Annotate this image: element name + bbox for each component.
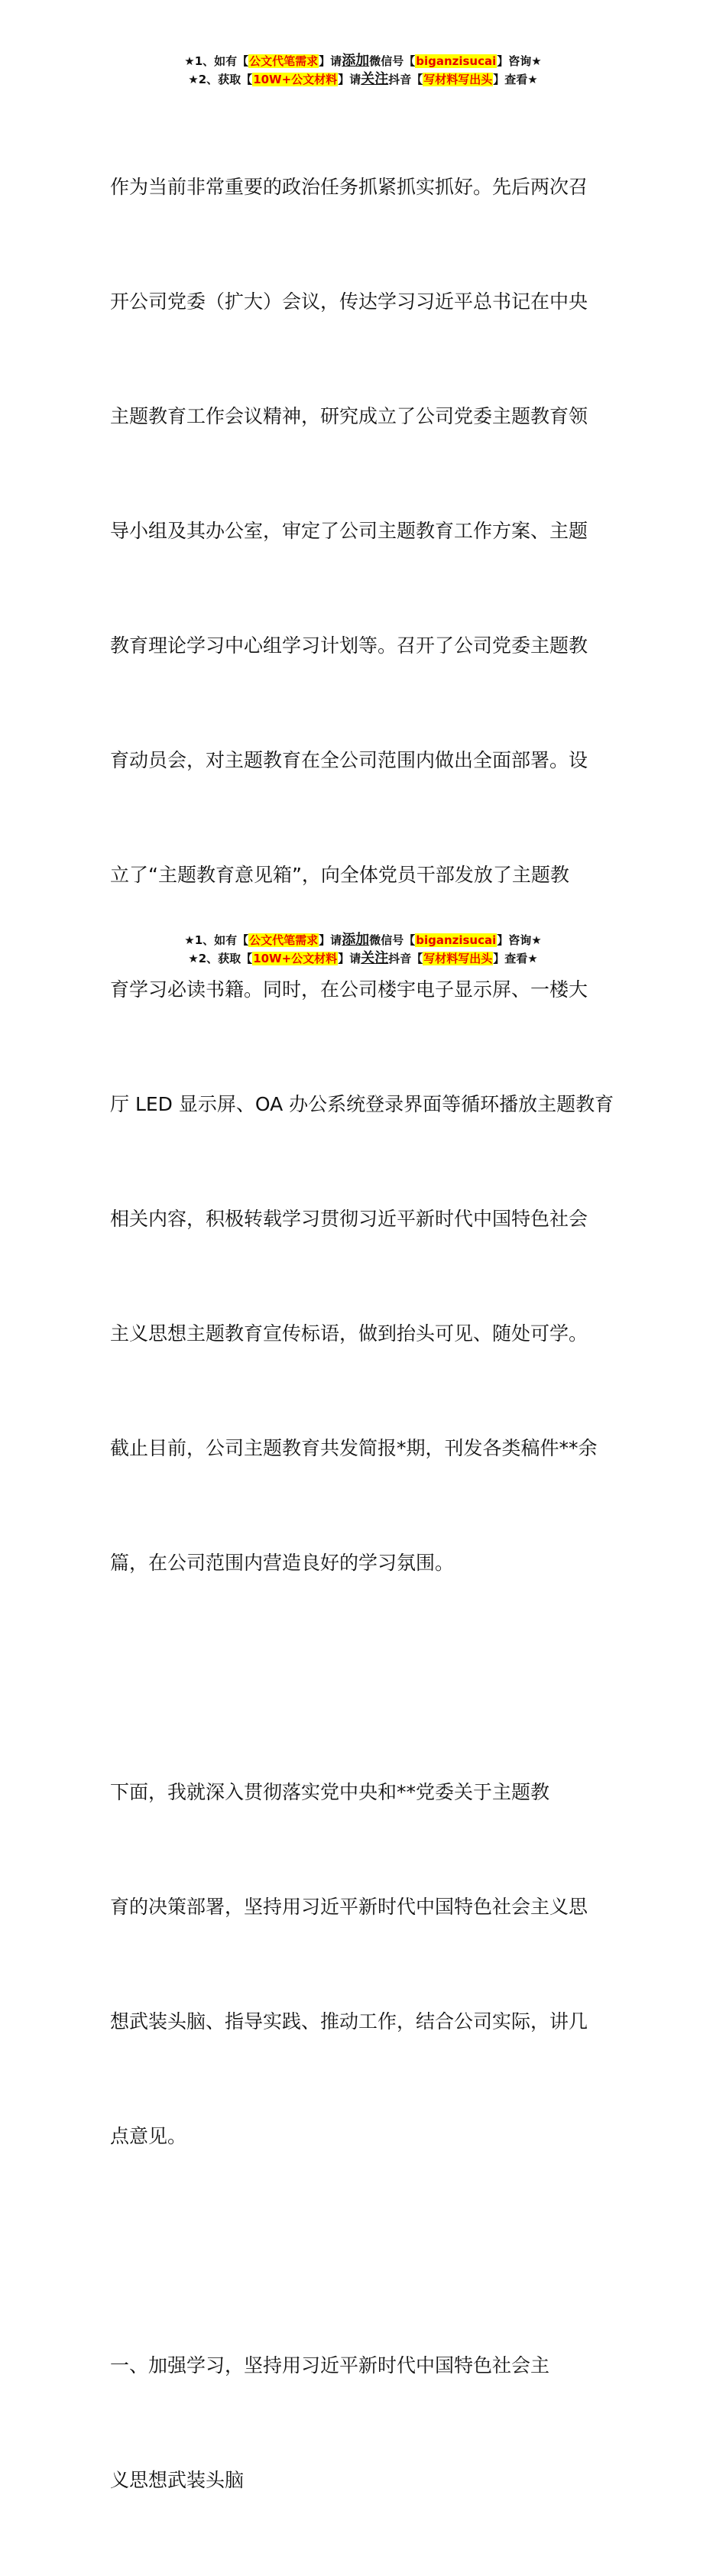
- banner-text: ★1、如有【: [184, 933, 249, 947]
- banner-text: 抖音【: [388, 952, 423, 965]
- banner-line-2: [0, 70, 726, 89]
- text-line: 主义思想主题教育宣传标语，做到抬头可见、随处可学。: [110, 1322, 588, 1345]
- text-line: 厅 LED 显示屏、OA 办公系统登录界面等循环播放主题教育: [110, 1093, 614, 1115]
- highlight-wechat-id: biganzisucai: [416, 54, 497, 68]
- text-line: 下面，我就深入贯彻落实党中央和**党委关于主题教: [110, 1781, 550, 1803]
- underlined-add: 添加: [342, 53, 370, 69]
- header-banner: [0, 52, 726, 89]
- text-line: 开公司党委（扩大）会议，传达学习习近平总书记在中央: [110, 290, 588, 313]
- paragraph-gap: [110, 1659, 617, 1697]
- text-line: 作为当前非常重要的政治任务抓紧抓实抓好。先后两次召: [110, 176, 588, 198]
- text-line: 立了“主题教育意见箱”，向全体党员干部发放了主题教: [110, 864, 569, 886]
- highlight-douyin-id: 写材料写出头: [423, 952, 493, 965]
- text-line: 导小组及其办公室，审定了公司主题教育工作方案、主题: [110, 520, 588, 542]
- highlight-ghostwriting: 公文代笔需求: [249, 933, 319, 947]
- text-line: 点意见。: [110, 2125, 187, 2147]
- banner-text: 】查看★: [493, 952, 538, 965]
- highlight-materials: 10W+公文材料: [253, 952, 338, 965]
- banner-text: 微信号【: [369, 933, 416, 947]
- banner-line-1: [0, 931, 726, 949]
- heading-line: 义思想武装头脑: [110, 2469, 245, 2491]
- underlined-follow: 关注: [361, 71, 389, 87]
- banner-text: 】查看★: [493, 73, 538, 86]
- text-line: 篇，在公司范围内营造良好的学习氛围。: [110, 1552, 455, 1574]
- highlight-ghostwriting: 公文代笔需求: [249, 54, 319, 68]
- highlight-materials: 10W+公文材料: [253, 73, 338, 86]
- underlined-add: 添加: [342, 932, 370, 948]
- text-line: 育动员会，对主题教育在全公司范围内做出全面部署。设: [110, 749, 588, 771]
- highlight-douyin-id: 写材料写出头: [423, 73, 493, 86]
- text-line: 截止目前，公司主题教育共发简报*期，刊发各类稿件**余: [110, 1437, 598, 1459]
- banner-text: ★1、如有【: [184, 54, 249, 68]
- heading-line: 一、加强学习，坚持用习近平新时代中国特色社会主: [110, 2354, 550, 2376]
- banner-text: 微信号【: [369, 54, 416, 68]
- highlight-wechat-id: biganzisucai: [416, 933, 497, 947]
- banner-text: 】咨询★: [497, 54, 542, 68]
- text-line: 育的决策部署，坚持用习近平新时代中国特色社会主义思: [110, 1896, 588, 1918]
- banner-text: 】请: [338, 73, 361, 86]
- banner-line-1: [0, 52, 726, 70]
- text-line: 相关内容，积极转载学习贯彻习近平新时代中国特色社会: [110, 1208, 588, 1230]
- text-line: 育学习必读书籍。同时，在公司楼宇电子显示屏、一楼大: [110, 978, 588, 1001]
- banner-text: 】请: [338, 952, 361, 965]
- section-heading-1: [110, 2270, 617, 2576]
- footer-banner: [0, 931, 726, 968]
- banner-text: ★2、获取【: [188, 952, 253, 965]
- banner-line-2: [0, 949, 726, 968]
- paragraph-1: [110, 92, 617, 1659]
- text-line: 想武装头脑、指导实践、推动工作，结合公司实际，讲几: [110, 2010, 588, 2033]
- banner-text: 抖音【: [388, 73, 423, 86]
- underlined-follow: 关注: [361, 950, 389, 966]
- text-line: 主题教育工作会议精神，研究成立了公司党委主题教育领: [110, 405, 588, 427]
- banner-text: 】咨询★: [497, 933, 542, 947]
- paragraph-gap: [110, 2232, 617, 2270]
- text-line: 教育理论学习中心组学习计划等。召开了公司党委主题教: [110, 634, 588, 657]
- banner-text: ★2、获取【: [188, 73, 253, 86]
- banner-text: 】请: [319, 933, 342, 947]
- document-body: [110, 92, 617, 2576]
- banner-text: 】请: [319, 54, 342, 68]
- paragraph-2: [110, 1697, 617, 2232]
